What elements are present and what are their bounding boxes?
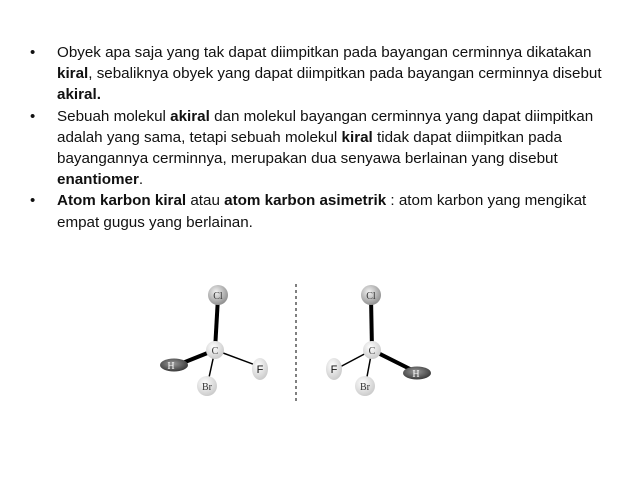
atom-label-bottom: Br: [202, 382, 212, 393]
enantiomer-diagram: [150, 270, 450, 410]
bullet-dot: •: [30, 44, 36, 61]
term-kiral: kiral: [57, 65, 89, 83]
bullet-list: [30, 42, 620, 233]
atom-label-center: C: [368, 346, 376, 357]
atom-label-left: F: [330, 364, 338, 376]
term-akiral: akiral.: [57, 86, 101, 104]
bullet-item-chirality-definition: • Obyek apa saja yang tak dapat diimpitkan pada bayangan cerminnya dikatakan kiral, sebaliknya obyek yang dapat diimpitkan pada bayangan cerminnya disebut akiral.: [30, 44, 602, 104]
term-enantiomer: enantiomer: [57, 171, 139, 189]
term-atom-karbon-asimetrik: atom karbon asimetrik: [224, 192, 387, 210]
atom-label-right: F: [256, 364, 264, 376]
term-akiral: akiral: [170, 107, 210, 125]
bullet-item-enantiomer: • Sebuah molekul akiral dan molekul bayangan cerminnya yang dapat diimpitkan adalah yang sama, tetapi sebuah molekul kiral tidak dapat diimpitkan pada bayangannya cerminnya, merupakan dua senyawa berlainan yang disebut enantiomer.: [30, 107, 594, 189]
bullet-dot: •: [30, 107, 36, 125]
atom-label-center: C: [211, 346, 219, 357]
bullet-item-chiral-carbon: • Atom karbon kiral atau atom karbon asimetrik : atom karbon yang mengikat empat gugus yang berlainan.: [30, 192, 587, 231]
atom-label-right: H: [412, 369, 420, 380]
atom-label-top: Cl: [366, 291, 376, 302]
right-molecule: [326, 285, 431, 396]
atom-label-left: H: [167, 361, 175, 372]
atom-label-bottom: Br: [360, 382, 370, 393]
atom-label-top: Cl: [213, 291, 223, 302]
term-atom-karbon-kiral: Atom karbon kiral: [57, 192, 187, 210]
left-molecule: [160, 285, 268, 396]
bullet-dot: •: [30, 192, 36, 210]
term-kiral: kiral: [341, 128, 373, 146]
